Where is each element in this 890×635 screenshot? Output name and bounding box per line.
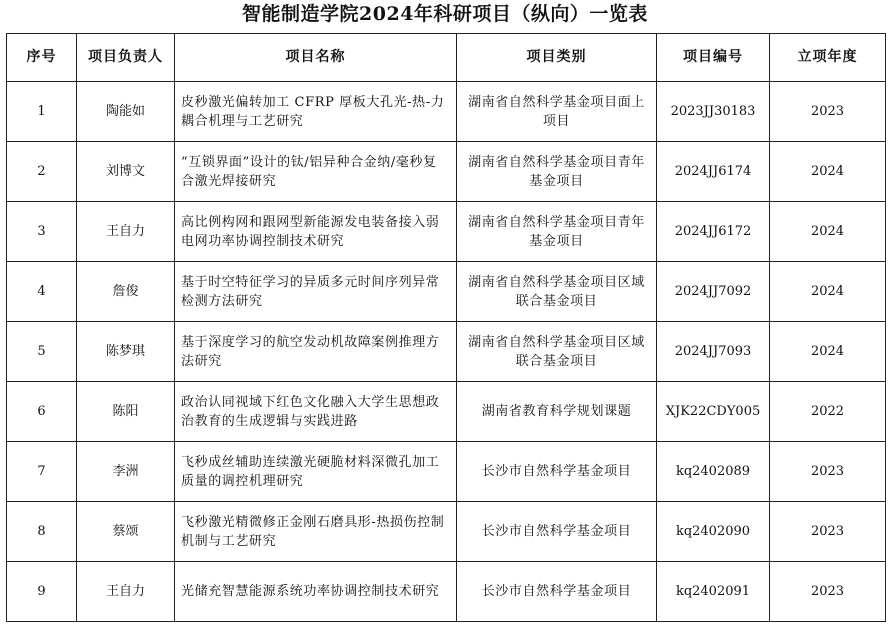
cell-seq: 4 xyxy=(7,262,77,322)
document-title: 智能制造学院2024年科研项目（纵向）一览表 xyxy=(242,3,648,25)
cell-leader: 陈梦琪 xyxy=(77,322,175,382)
table-row xyxy=(7,142,886,202)
cell-type: 湖南省自然科学基金项目区域联合基金项目 xyxy=(457,262,657,322)
cell-name: 高比例构网和跟网型新能源发电装备接入弱电网功率协调控制技术研究 xyxy=(175,202,457,262)
cell-code: 2023JJ30183 xyxy=(657,82,770,142)
cell-code: XJK22CDY005 xyxy=(657,382,770,442)
header-seq: 序号 xyxy=(7,34,77,82)
cell-name: 基于时空特征学习的异质多元时间序列异常检测方法研究 xyxy=(175,262,457,322)
cell-name: 政治认同视域下红色文化融入大学生思想政治教育的生成逻辑与实践进路 xyxy=(175,382,457,442)
table-row xyxy=(7,262,886,322)
cell-name: 飞秒成丝辅助连续激光硬脆材料深微孔加工质量的调控机理研究 xyxy=(175,442,457,502)
table-row xyxy=(7,322,886,382)
header-year: 立项年度 xyxy=(770,34,886,82)
cell-type: 长沙市自然科学基金项目 xyxy=(457,502,657,562)
cell-year: 2023 xyxy=(770,502,886,562)
cell-year: 2024 xyxy=(770,202,886,262)
cell-type: 湖南省自然科学基金项目面上项目 xyxy=(457,82,657,142)
header-name: 项目名称 xyxy=(175,34,457,82)
table-row xyxy=(7,442,886,502)
cell-seq: 2 xyxy=(7,142,77,202)
cell-name: 光储充智慧能源系统功率协调控制技术研究 xyxy=(175,562,457,622)
cell-leader: 刘博文 xyxy=(77,142,175,202)
cell-year: 2024 xyxy=(770,262,886,322)
cell-leader: 陶能如 xyxy=(77,82,175,142)
cell-leader: 詹俊 xyxy=(77,262,175,322)
cell-leader: 李洲 xyxy=(77,442,175,502)
projects-table xyxy=(6,33,886,622)
cell-type: 湖南省自然科学基金项目区域联合基金项目 xyxy=(457,322,657,382)
cell-year: 2023 xyxy=(770,442,886,502)
cell-type: 湖南省教育科学规划课题 xyxy=(457,382,657,442)
cell-type: 长沙市自然科学基金项目 xyxy=(457,562,657,622)
cell-name: “互锁界面”设计的钛/铝异种合金纳/毫秒复合激光焊接研究 xyxy=(175,142,457,202)
cell-seq: 3 xyxy=(7,202,77,262)
table-row xyxy=(7,82,886,142)
cell-name: 皮秒激光偏转加工 CFRP 厚板大孔光-热-力耦合机理与工艺研究 xyxy=(175,82,457,142)
cell-year: 2024 xyxy=(770,142,886,202)
header-code: 项目编号 xyxy=(657,34,770,82)
cell-year: 2024 xyxy=(770,322,886,382)
cell-code: kq2402091 xyxy=(657,562,770,622)
cell-name: 基于深度学习的航空发动机故障案例推理方法研究 xyxy=(175,322,457,382)
cell-seq: 6 xyxy=(7,382,77,442)
table-row xyxy=(7,562,886,622)
cell-code: 2024JJ7092 xyxy=(657,262,770,322)
header-row xyxy=(7,34,886,82)
cell-leader: 王自力 xyxy=(77,202,175,262)
header-leader: 项目负责人 xyxy=(77,34,175,82)
cell-type: 湖南省自然科学基金项目青年基金项目 xyxy=(457,142,657,202)
cell-code: kq2402089 xyxy=(657,442,770,502)
table-row xyxy=(7,202,886,262)
cell-type: 湖南省自然科学基金项目青年基金项目 xyxy=(457,202,657,262)
cell-type: 长沙市自然科学基金项目 xyxy=(457,442,657,502)
cell-leader: 陈阳 xyxy=(77,382,175,442)
cell-seq: 5 xyxy=(7,322,77,382)
cell-code: kq2402090 xyxy=(657,502,770,562)
cell-year: 2023 xyxy=(770,82,886,142)
cell-year: 2022 xyxy=(770,382,886,442)
cell-code: 2024JJ6174 xyxy=(657,142,770,202)
cell-code: 2024JJ6172 xyxy=(657,202,770,262)
table-row xyxy=(7,382,886,442)
cell-seq: 8 xyxy=(7,502,77,562)
table-row xyxy=(7,502,886,562)
cell-seq: 9 xyxy=(7,562,77,622)
header-type: 项目类别 xyxy=(457,34,657,82)
cell-year: 2023 xyxy=(770,562,886,622)
cell-leader: 蔡颂 xyxy=(77,502,175,562)
cell-leader: 王自力 xyxy=(77,562,175,622)
cell-code: 2024JJ7093 xyxy=(657,322,770,382)
cell-seq: 7 xyxy=(7,442,77,502)
cell-seq: 1 xyxy=(7,82,77,142)
cell-name: 飞秒激光精微修正金刚石磨具形-热损伤控制机制与工艺研究 xyxy=(175,502,457,562)
